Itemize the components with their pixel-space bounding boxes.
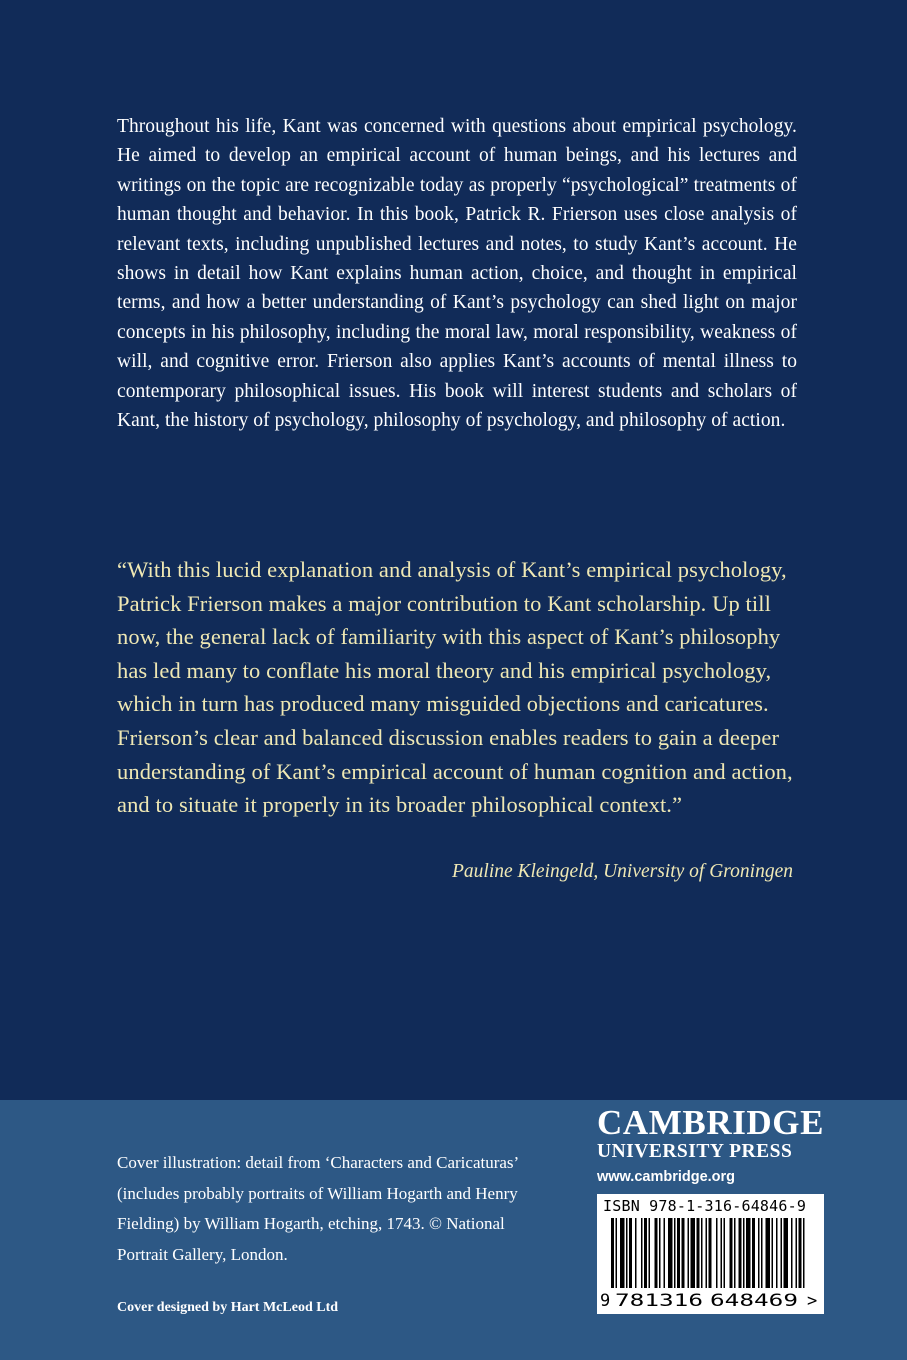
- barcode-bar: [688, 1218, 690, 1288]
- barcode-bar: [629, 1218, 632, 1288]
- isbn-barcode: [597, 1194, 824, 1314]
- isbn-label: ISBN 978-1-316-64846-9: [603, 1197, 807, 1215]
- endorsement-quote: “With this lucid explanation and analysis of Kant’s empirical psychology, Patrick Frierson makes a major contribution to Kant scholarship. Up till now, the general lack of familiarity with this aspect of Kant’s philosophy has led many to conflate his moral theory and his empirical psychology, which in turn has produced many misguided objections and caricatures. Frierson’s clear and balanced discussion enables readers to gain a deeper understanding of Kant’s empirical account of human cognition and action, and to situate it properly in its broader philosophical context.”: [117, 557, 793, 818]
- barcode-bar: [796, 1218, 798, 1288]
- barcode-bar: [772, 1218, 774, 1288]
- barcode-bar: [721, 1218, 723, 1288]
- barcode-bar: [668, 1218, 673, 1288]
- barcode-bar: [706, 1218, 708, 1288]
- publisher-url: www.cambridge.org: [597, 1169, 736, 1185]
- barcode-bar: [701, 1218, 703, 1288]
- barcode-bar: [776, 1218, 778, 1288]
- barcode-bar: [724, 1218, 726, 1288]
- barcode-bar: [655, 1218, 658, 1288]
- barcode-bar: [659, 1218, 661, 1288]
- barcode-bar: [791, 1218, 793, 1288]
- barcode-bar: [766, 1218, 771, 1288]
- barcode-bar: [697, 1218, 700, 1288]
- barcode-bar: [649, 1218, 651, 1288]
- barcode-bar: [761, 1218, 763, 1288]
- barcode-bar: [626, 1218, 628, 1288]
- barcode-bar: [682, 1218, 685, 1288]
- barcode-quiet-marker: >: [807, 1291, 818, 1311]
- barcode-bar: [803, 1218, 805, 1288]
- barcode-bar: [746, 1218, 751, 1288]
- barcode-bar: [752, 1218, 755, 1288]
- publisher-name: CAMBRIDGE: [597, 1103, 825, 1142]
- barcode-bar: [664, 1218, 666, 1288]
- publisher-subname: UNIVERSITY PRESS: [597, 1141, 793, 1162]
- barcode-bar: [616, 1218, 618, 1288]
- barcode-bar: [734, 1218, 736, 1288]
- endorsement-attribution: Pauline Kleingeld, University of Groningen: [451, 861, 793, 882]
- barcode-bar: [784, 1218, 789, 1288]
- barcode-bar: [677, 1218, 680, 1288]
- cover-designer-credit: Cover designed by Hart McLeod Ltd: [117, 1300, 339, 1315]
- barcode-bar: [620, 1218, 625, 1288]
- barcode-bar: [644, 1218, 647, 1288]
- barcode-bars: [611, 1218, 805, 1288]
- barcode-bar: [716, 1218, 718, 1288]
- book-description: Throughout his life, Kant was concerned with questions about empirical psychology. He aimed to develop an empirical account of human beings, and his lectures and writings on the topic are recognizable today as properly “psychological” treatments of human thought and behavior. In this book, Patrick R. Frierson uses close analysis of relevant texts, including unpublished lectures and notes, to study Kant’s account. He shows in detail how Kant explains human action, choice, and thought in empirical terms, and how a better understanding of Kant’s psychology can shed light on major concepts in his philosophy, including the moral law, moral responsibility, weakness of will, and cognitive error. Frierson also applies Kant’s accounts of mental illness to contemporary philosophical issues. His book will interest students and scholars of Kant, the history of psychology, philosophy of psychology, and philosophy of action.: [117, 116, 797, 432]
- cover-illustration-credit: Cover illustration: detail from ‘Characters and Caricaturas’ (includes probably portraits of William Hogarth and Henry Fielding) by William Hogarth, etching, 1743. © National Portrait Gallery, London.: [117, 1153, 518, 1264]
- barcode-bar: [691, 1218, 696, 1288]
- barcode-bar: [730, 1218, 733, 1288]
- barcode-bar: [743, 1218, 745, 1288]
- barcode-bar: [611, 1218, 614, 1288]
- barcode-bar: [781, 1218, 783, 1288]
- barcode-digit-lead: 9: [600, 1291, 611, 1311]
- barcode-bar: [739, 1218, 742, 1288]
- barcode-bar: [709, 1218, 712, 1288]
- barcode-digits-right: 648469: [710, 1291, 798, 1311]
- barcode-bar: [635, 1218, 637, 1288]
- barcode-bar: [758, 1218, 760, 1288]
- barcode-bar: [799, 1218, 802, 1288]
- barcode-bar: [641, 1218, 643, 1288]
- barcode-digits-left: 781316: [615, 1291, 703, 1311]
- barcode-bar: [674, 1218, 676, 1288]
